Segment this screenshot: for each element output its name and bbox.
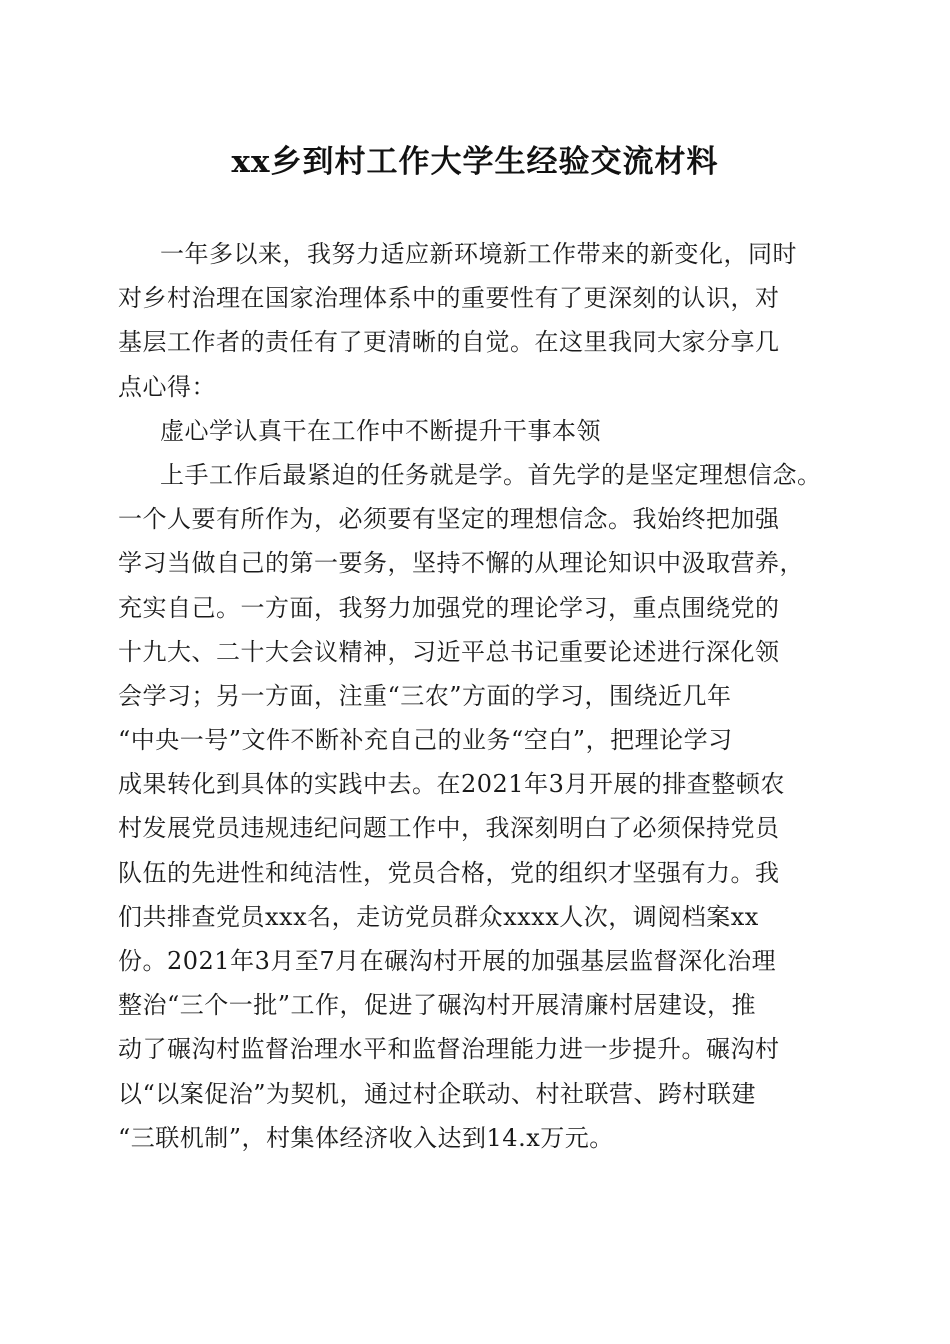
- body-line: 虚心学认真干在工作中不断提升干事本领: [160, 416, 601, 445]
- body-line: 份。2021年3月至7月在碾沟村开展的加强基层监督深化治理: [118, 947, 777, 975]
- body-line: 基层工作者的责任有了更清晰的自觉。在这里我同大家分享几: [118, 328, 780, 357]
- body-line: 以“以案促治”为契机，通过村企联动、村社联营、跨村联建: [118, 1079, 757, 1108]
- body-line: 成果转化到具体的实践中去。在2021年3月开展的排查整顿农: [118, 770, 785, 799]
- body-line: 整治“三个一批”工作，促进了碾沟村开展清廉村居建设，推: [118, 991, 757, 1020]
- body-line: “中央一号”文件不断补充自己的业务“空白”，把理论学习: [118, 726, 733, 755]
- body-line: “三联机制”，村集体经济收入达到14.x万元。: [118, 1123, 614, 1152]
- body-line: 学习当做自己的第一要务，坚持不懈的从理论知识中汲取营养，: [118, 549, 804, 578]
- body-line: 们共排查党员xxx名，走访党员群众xxxx人次，调阅档案xx: [118, 902, 759, 931]
- body-line: 对乡村治理在国家治理体系中的重要性有了更深刻的认识，对: [118, 284, 780, 313]
- body-line: 队伍的先进性和纯洁性，党员合格，党的组织才坚强有力。我: [118, 858, 780, 887]
- body-line: 村发展党员违规违纪问题工作中，我深刻明白了必须保持党员: [118, 814, 780, 843]
- body-line: 一年多以来，我努力适应新环境新工作带来的新变化，同时: [160, 240, 797, 268]
- document-title: xx乡到村工作大学生经验交流材料: [231, 144, 719, 180]
- body-line: 十九大、二十大会议精神，习近平总书记重要论述进行深化领: [118, 637, 780, 666]
- body-line: 点心得：: [118, 372, 216, 401]
- document-body: [118, 232, 848, 1160]
- body-line: 充实自己。一方面，我努力加强党的理论学习，重点围绕党的: [118, 593, 780, 622]
- body-line: 会学习；另一方面，注重“三农”方面的学习，围绕近几年: [118, 681, 732, 710]
- body-line: 一个人要有所作为，必须要有坚定的理想信念。我始终把加强: [118, 505, 780, 534]
- body-line: 上手工作后最紧迫的任务就是学。首先学的是坚定理想信念。: [160, 460, 822, 489]
- body-line: 动了碾沟村监督治理水平和监督治理能力进一步提升。碾沟村: [118, 1035, 780, 1064]
